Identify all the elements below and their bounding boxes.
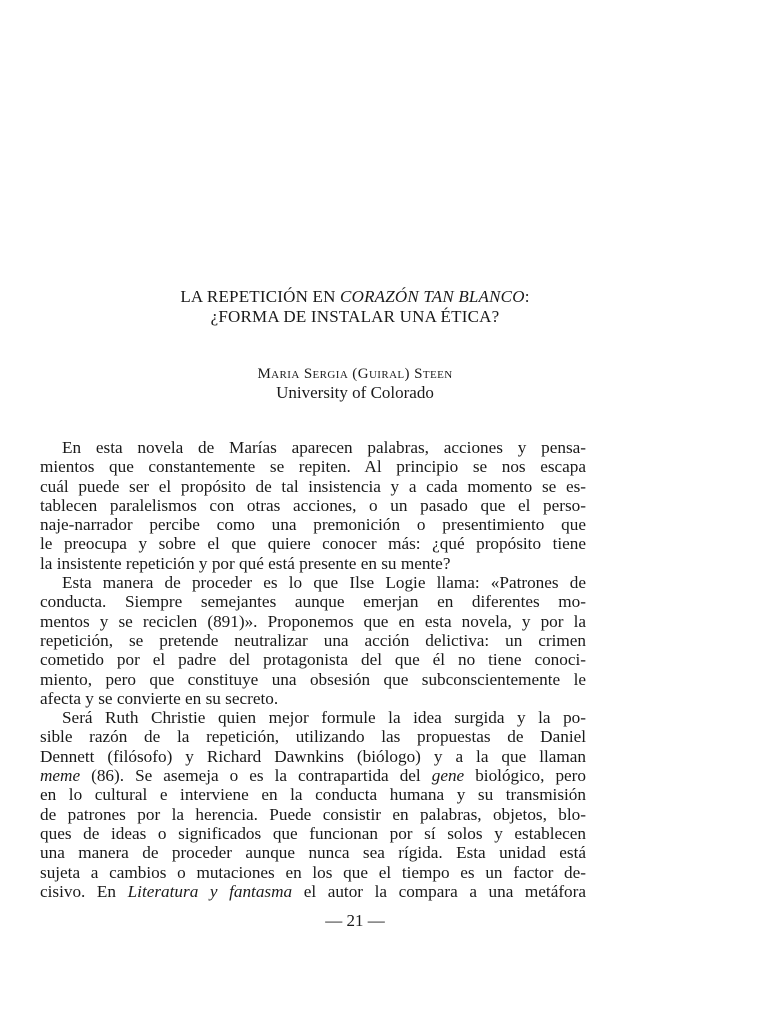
p3-line-4 [40, 766, 586, 785]
page-number: — 21 — [325, 911, 385, 930]
p2-line-2: conducta. Siempre semejantes aunque emerjan en diferentes mo- [40, 592, 586, 612]
p3-line-3: Dennett (filósofo) y Richard Dawnkins (biólogo) y a la que llaman [40, 746, 586, 766]
p3-line-4-mid: (86). Se asemeja o es la contrapartida del [80, 766, 432, 786]
p2-line-4: repetición, se pretende neutralizar una acción delictiva: un crimen [40, 630, 586, 650]
author-affiliation: University of Colorado [276, 383, 434, 402]
p3-line-10-pre: cisivo. En [40, 881, 128, 901]
author-name: Maria Sergia (Guiral) Steen [257, 366, 453, 382]
p3-line-9: sujeta a cambios o mutaciones en los que el tiempo es un factor de- [40, 862, 586, 882]
p1-line-6: le preocupa y sobre el que quiere conocer más: ¿qué propósito tiene [40, 534, 586, 554]
p2-line-6: miento, pero que constituye una obsesión que subconscientemente le [40, 669, 586, 689]
book-title-literatura-y-fantasma: Literatura y fantasma [127, 881, 293, 901]
p1-line-5: naje-narrador percibe como una premonición o presentimiento que [40, 515, 586, 535]
p2-line-3: mentos y se reciclen (891)». Proponemos que en esta novela, y por la [40, 611, 586, 631]
title-prefix: LA REPETICIÓN EN [180, 287, 341, 306]
p1-line-1: En esta novela de Marías aparecen palabras, acciones y pensa- [62, 438, 586, 457]
p1-line-4: tablecen paralelismos con otras acciones, o un pasado que el perso- [40, 495, 586, 515]
p3-line-10 [40, 882, 586, 901]
p3-line-2: sible razón de la repetición, utilizando las propuestas de Daniel [40, 727, 586, 747]
body-text [40, 438, 586, 901]
p1-line-3: cuál puede ser el propósito de tal insistencia y a cada momento se es- [40, 476, 586, 496]
title-colon: : [524, 287, 530, 306]
article-title-line-2: ¿FORMA DE INSTALAR UNA ÉTICA? [210, 307, 500, 326]
p1-line-7: la insistente repetición y por qué está presente en su mente? [40, 553, 451, 573]
p2-line-7: afecta y se convierte en su secreto. [40, 688, 279, 708]
p3-line-10-post: el autor la compara a una metáfora [292, 881, 587, 901]
p2-line-1: Esta manera de proceder es lo que Ilse Logie llama: «Patrones de [62, 573, 586, 593]
article-title-line-1 [100, 287, 610, 307]
p3-line-1: Será Ruth Christie quien mejor formule la idea surgida y la po- [62, 708, 586, 728]
term-meme: meme [40, 766, 81, 786]
term-gene: gene [431, 766, 465, 786]
p3-line-8: una manera de proceder aunque nunca sea rígida. Esta unidad está [40, 843, 586, 863]
p1-line-2: mientos que constantemente se repiten. Al principio se nos escapa [40, 457, 586, 477]
p3-line-7: ques de ideas o significados que funcionan por sí solos y establecen [40, 823, 586, 843]
title-novel-name: CORAZÓN TAN BLANCO [340, 287, 525, 306]
p3-line-6: de patrones por la herencia. Puede consistir en palabras, objetos, blo- [40, 804, 586, 824]
p3-line-5: en lo cultural e interviene en la conducta humana y su transmisión [40, 785, 586, 805]
p3-line-4-end: biológico, pero [464, 766, 586, 786]
p2-line-5: cometido por el padre del protagonista del que él no tiene conoci- [40, 650, 586, 670]
